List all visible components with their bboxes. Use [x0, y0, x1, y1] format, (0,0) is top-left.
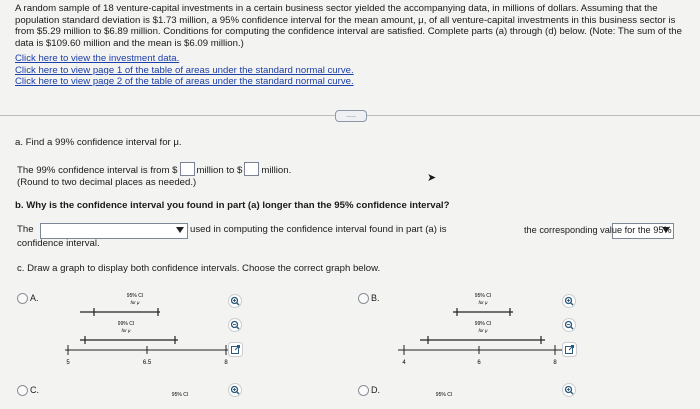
graph-a-tick-label-min: 5: [66, 360, 70, 366]
chevron-down-icon: [176, 227, 184, 233]
option-d-label: D.: [371, 385, 380, 395]
links-group: [15, 53, 354, 88]
graph-b-99-for-mu: for μ: [478, 328, 488, 333]
option-d-radio[interactable]: [358, 385, 369, 396]
upper-bound-input[interactable]: [244, 162, 259, 176]
option-d-graph: [424, 388, 464, 400]
graph-a-99-label: 99% CI: [117, 321, 135, 327]
graph-a-tick-label-mid: 6.5: [142, 360, 152, 366]
option-c-radio[interactable]: [17, 385, 28, 396]
option-a-radio[interactable]: [17, 293, 28, 304]
option-b-radio[interactable]: [358, 293, 369, 304]
part-b-the: The: [17, 224, 34, 235]
option-c-label: C.: [30, 385, 39, 395]
graph-d-95-label: 95% CI: [435, 392, 453, 398]
option-c-graph: [160, 388, 200, 400]
mouse-cursor-icon: ➤: [427, 172, 437, 184]
zoom-in-icon[interactable]: [562, 383, 578, 399]
part-b-wrap-text: confidence interval.: [17, 238, 100, 249]
option-b-label: B.: [371, 293, 380, 303]
part-a-note: (Round to two decimal places as needed.): [17, 177, 197, 188]
part-b-dropdown-1[interactable]: [40, 223, 188, 239]
zoom-in-icon[interactable]: [562, 294, 578, 310]
graph-b-95-label: 95% CI: [474, 293, 492, 299]
option-b-graph: [390, 285, 570, 367]
part-c-question: c. Draw a graph to display both confidence intervals. Choose the correct graph below.: [17, 263, 381, 274]
part-a-text-mid: million to $: [196, 165, 243, 176]
graph-b-95-for-mu: for μ: [478, 300, 488, 305]
graph-c-95-label: 95% CI: [171, 392, 189, 398]
zoom-out-icon[interactable]: [228, 318, 244, 334]
graph-b-tick-label-mid: 6: [477, 360, 481, 366]
open-in-new-window-icon[interactable]: [228, 342, 244, 358]
lower-bound-input[interactable]: [180, 162, 195, 176]
part-b-end-text: the corresponding value for the 95%: [524, 225, 672, 235]
open-in-new-window-icon[interactable]: [562, 342, 578, 358]
link-normal-table-page-2[interactable]: Click here to view page 2 of the table of areas under the standard normal curve.: [15, 76, 354, 88]
part-a-answer-line: [17, 162, 291, 177]
graph-a-99-for-mu: for μ: [121, 328, 131, 333]
problem-intro: A random sample of 18 venture-capital investments in a certain business sector yielded the accompanying data, in millions of dollars. Assuming that the population standard deviation is $1.73 million, a 95% confidence interval for the mean amount, μ, of all venture-capital investments in this business sector is from $5.29 million to $6.89 million. Conditions for computing the confidence interval are satisfied. Complete parts (a) through (d) below. (Note: The sum of the data is $109.60 million and the mean is $6.09 million.): [15, 3, 682, 49]
part-a-text-end: million.: [261, 165, 292, 176]
link-normal-table-page-1[interactable]: Click here to view page 1 of the table of areas under the standard normal curve.: [15, 64, 354, 76]
graph-a-95-for-mu: for μ: [130, 300, 140, 305]
part-b-mid-text: used in computing the confidence interval found in part (a) is: [190, 224, 447, 235]
more-button[interactable]: .....: [335, 110, 367, 122]
zoom-in-icon[interactable]: [228, 383, 244, 399]
graph-a-95-label: 95% CI: [126, 293, 144, 299]
part-a-text-start: The 99% confidence interval is from $: [17, 165, 178, 176]
graph-b-tick-label-max: 8: [553, 360, 557, 366]
zoom-in-icon[interactable]: [228, 294, 244, 310]
zoom-out-icon[interactable]: [562, 318, 578, 334]
part-a-question: a. Find a 99% confidence interval for μ.: [15, 137, 182, 148]
graph-b-tick-label-min: 4: [402, 360, 406, 366]
option-a-label: A.: [30, 293, 39, 303]
graph-b-99-label: 99% CI: [474, 321, 492, 327]
link-investment-data[interactable]: Click here to view the investment data.: [15, 53, 180, 64]
part-b-question: b. Why is the confidence interval you found in part (a) longer than the 95% confidence interval?: [15, 200, 450, 211]
graph-a-tick-label-max: 8: [224, 360, 228, 366]
